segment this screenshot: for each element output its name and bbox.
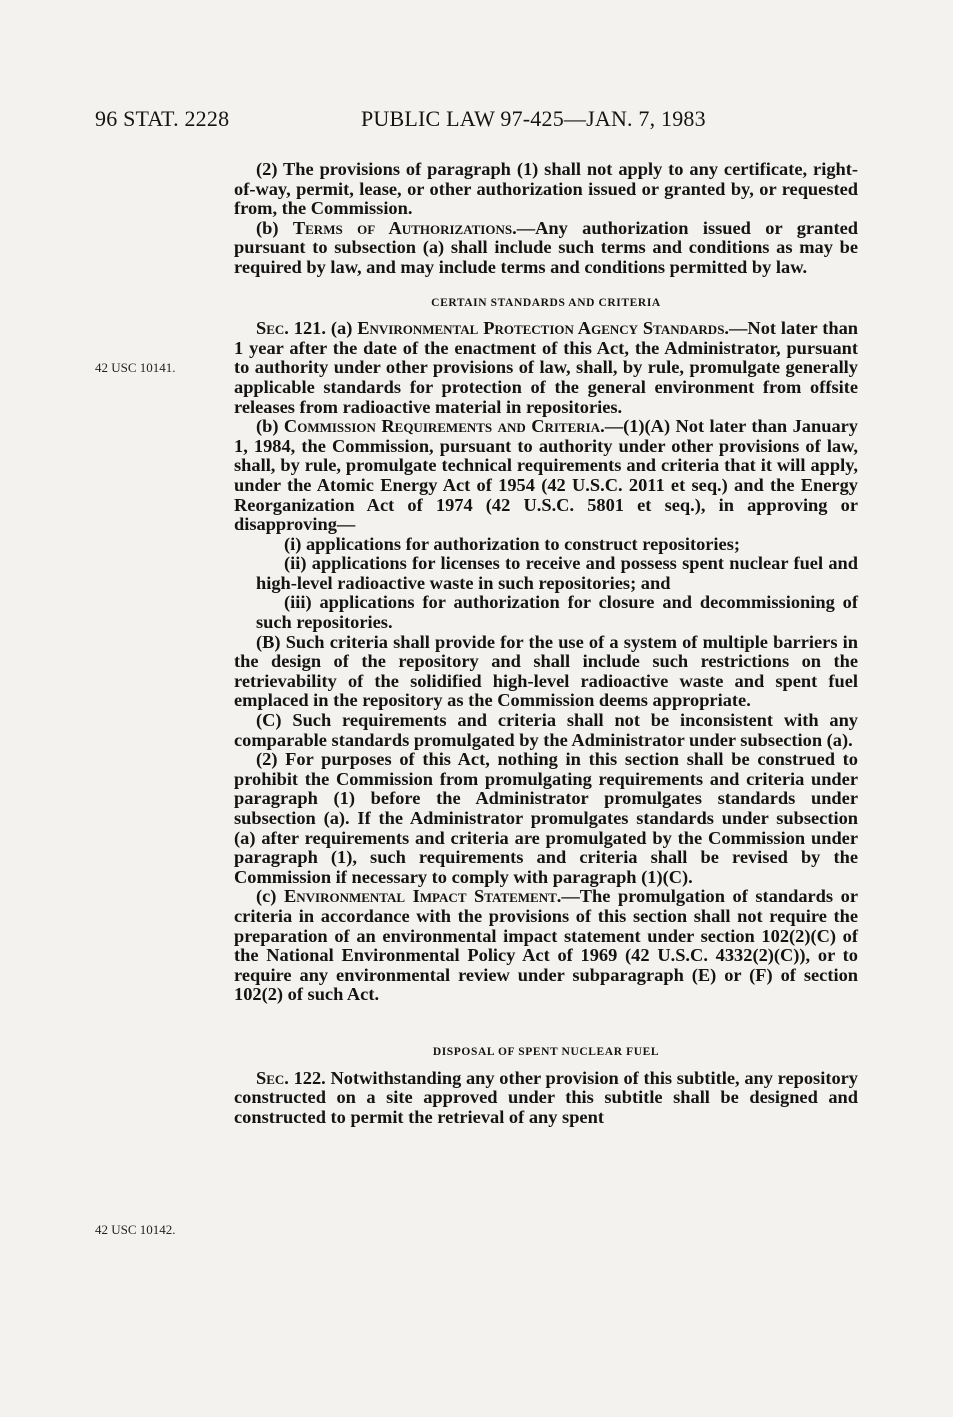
subparagraph-B: (B) Such criteria shall provide for the use of a system of multiple barriers in the design of the repository and shall include such restrictions on the retrievability of the solidified high-level radioactive waste and spent fuel emplaced in the repository as the Commission deems appropriate. [234, 631, 858, 711]
stat-page-reference: 96 STAT. 2228 [95, 106, 230, 131]
paragraph-2: (2) For purposes of this Act, nothing in this section shall be construed to prohibit the Commission from promulgating requirements and criteria under paragraph (1) before the Administrator promulgates standards under subsection (a). If the Administrator promulgates standards under subsection (a) after requirements and criteria are promulgated by the Commission under paragraph (1), such requirements and criteria shall be revised by the Commission if necessary to comply with paragraph (1)(C). [234, 749, 858, 887]
margin-note-usc-10142: 42 USC 10142. [95, 1222, 176, 1237]
paragraph-b-terms [234, 219, 858, 278]
sec-121-number: 121. (a) [288, 318, 358, 339]
section-121-a [234, 319, 858, 417]
public-law-title: PUBLIC LAW 97-425—JAN. 7, 1983 [361, 106, 706, 131]
sec-121-label: Sec. [256, 318, 289, 339]
sec-121-text: .—Not later than 1 year after the date of the enactment of this Act, the Administrator, pursuant to authority under other provisions of law, shall, by rule, promulgate generally applicable standards for protection of the general environment from offsite releases from radioactive material in repositories. [234, 318, 859, 417]
sec-121-heading: Environmental Protection Agency Standards [357, 318, 725, 339]
paragraph-b-heading: Terms of Authorizations [292, 217, 513, 238]
subparagraph-C: (C) Such requirements and criteria shall not be inconsistent with any comparable standards promulgated by the Administrator under subsection (a). [234, 710, 858, 750]
clause-iii: (iii) applications for authorization for closure and decommissioning of such repositories. [256, 592, 858, 633]
sec-121-b-label: (b) [256, 416, 284, 437]
sec-121-c-heading: Environmental Impact Statement [283, 886, 557, 907]
section-122 [234, 1069, 858, 1128]
margin-note-usc-10141: 42 USC 10141. [95, 360, 176, 375]
section-heading-disposal: DISPOSAL OF SPENT NUCLEAR FUEL [432, 1045, 660, 1058]
sec-121-c-text: .—The promulgation of standards or criteria in accordance with the provisions of this section shall not require the preparation of an environmental impact statement under section 102(2)(C) of the National Environmental Policy Act of 1969 (42 U.S.C. 4332(2)(C)), or to require any environmental review under subparagraph (E) or (F) of section 102(2) of such Act. [234, 886, 858, 1005]
clause-i: (i) applications for authorization to construct repositories; [284, 533, 740, 554]
sec-121-c-label: (c) [256, 886, 284, 907]
section-heading-standards: CERTAIN STANDARDS AND CRITERIA [431, 296, 661, 309]
sec-122-label: Sec. [256, 1067, 289, 1088]
paragraph-b-label: (b) [256, 217, 293, 238]
sec-121-b-heading: Commission Requirements and Criteria [283, 416, 601, 437]
clause-ii: (ii) applications for licenses to receive and possess spent nuclear fuel and high-level radioactive waste in such repositories; and [256, 553, 858, 593]
sec-121-b-text: .—(1)(A) Not later than January 1, 1984, the Commission, pursuant to authority under other provisions of law, shall, by rule, promulgate technical requirements and criteria that it will apply, under the Atomic Energy Act of 1954 (42 U.S.C. 2011 et seq.) and the Energy Reorganization Act of 1974 (42 U.S.C. 5801 et seq.), in approving or disapproving— [234, 416, 858, 535]
section-121-c [234, 887, 858, 1005]
law-body-text [234, 160, 858, 1127]
sec-122-text: 122. Notwithstanding any other provision of this subtitle, any repository constructed on a site approved under this subtitle shall be designed and constructed to permit the retrieval of any spent [234, 1067, 858, 1127]
page-header [95, 106, 865, 140]
paragraph-a2: (2) The provisions of paragraph (1) shall not apply to any certificate, right-of-way, permit, lease, or other authorization issued or granted by, or requested from, the Commission. [234, 159, 858, 219]
paragraph-b-text: .—Any authorization issued or granted pursuant to subsection (a) shall include such terms and conditions as may be required by law, and may include terms and conditions permitted by law. [234, 217, 858, 277]
section-121-b [234, 417, 858, 535]
